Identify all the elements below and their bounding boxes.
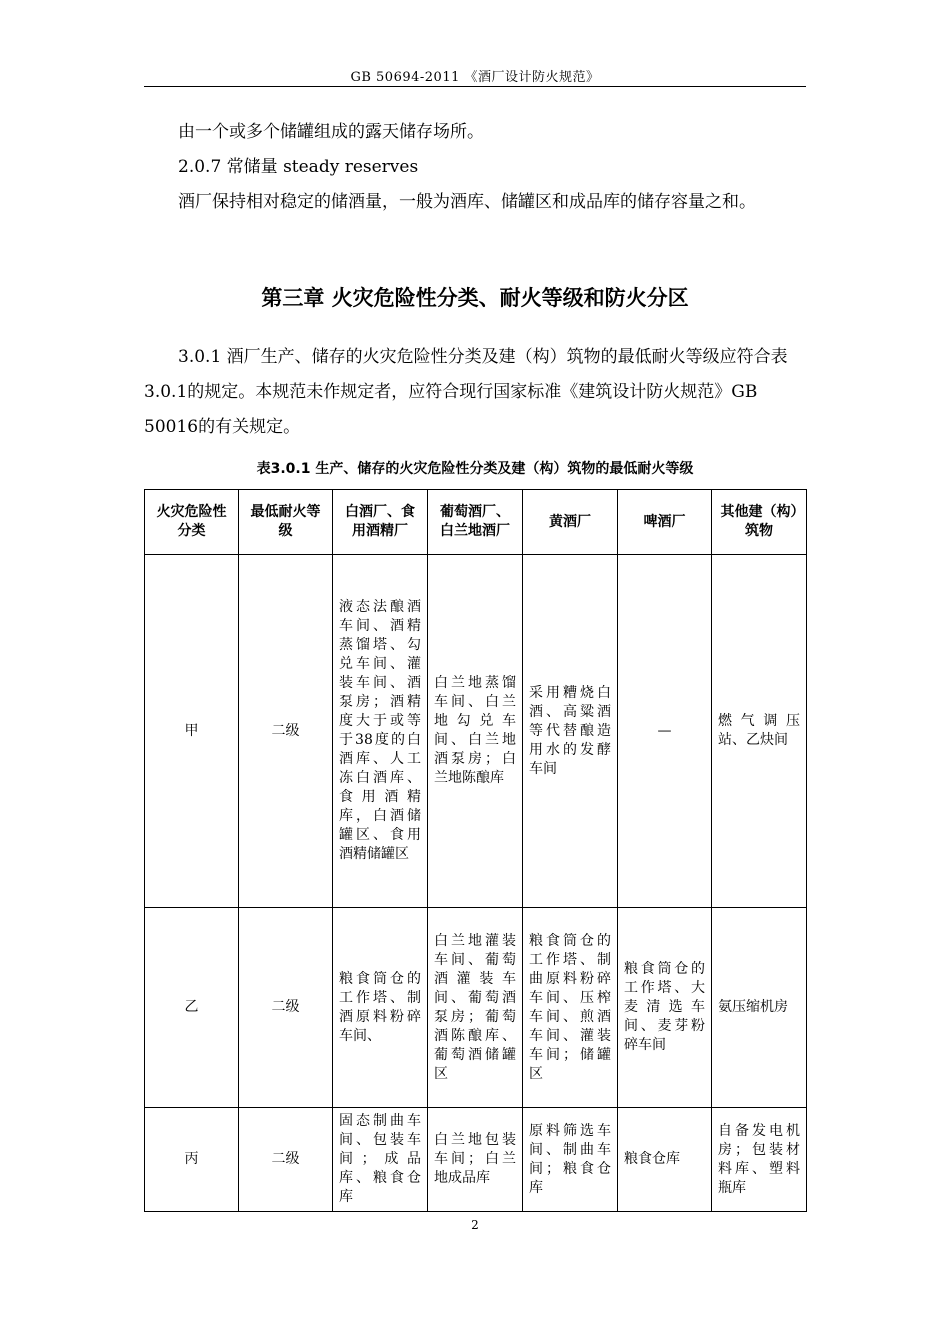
table-row xyxy=(145,555,807,908)
col-header-huangjiu: 黄酒厂 xyxy=(523,490,618,555)
col-header-hazard-class: 火灾危险性分类 xyxy=(145,490,239,555)
term-steady-reserves: 2.0.7 常储量 steady reserves xyxy=(178,157,419,177)
cell-huangjiu: 原料筛选车间、制曲车间；粮食仓库 xyxy=(523,1108,618,1212)
cell-baijiu: 固态制曲车间、包装车间；成品库、粮食仓库 xyxy=(333,1108,428,1212)
table-header-row xyxy=(145,490,807,555)
cell-beer: 粮食仓库 xyxy=(618,1108,712,1212)
cell-hazard-class: 甲 xyxy=(145,555,239,908)
cell-other-buildings: 氨压缩机房 xyxy=(712,908,807,1108)
cell-wine-brandy: 白兰地灌装车间、葡萄酒灌装车间、葡萄酒泵房；葡萄酒陈酿库、葡萄酒储罐区 xyxy=(428,908,523,1108)
header-rule xyxy=(144,86,806,87)
col-header-wine-brandy: 葡萄酒厂、白兰地酒厂 xyxy=(428,490,523,555)
cell-fire-rating: 二级 xyxy=(239,908,333,1108)
clause-3-0-1: 3.0.1 酒厂生产、储存的火灾危险性分类及建（构）筑物的最低耐火等级应符合表3.0.1的规定。本规范未作规定者，应符合现行国家标准《建筑设计防火规范》GB 50016的有关规定。 xyxy=(144,347,788,437)
cell-huangjiu: 采用糟烧白酒、高粱酒等代替酿造用水的发酵车间 xyxy=(523,555,618,908)
running-header: GB 50694-2011 《酒厂设计防火规范》 xyxy=(350,70,600,85)
cell-fire-rating: 二级 xyxy=(239,555,333,908)
cell-other-buildings: 自备发电机房；包装材料库、塑料瓶库 xyxy=(712,1108,807,1212)
cell-fire-rating: 二级 xyxy=(239,1108,333,1212)
table-row xyxy=(145,908,807,1108)
col-header-beer: 啤酒厂 xyxy=(618,490,712,555)
table-row xyxy=(145,1108,807,1212)
cell-baijiu: 液态法酿酒车间、酒精蒸馏塔、勾兑车间、灌装车间、酒泵房；酒精度大于或等于38度的白酒库、人工冻白酒库、食用酒精库，白酒储罐区、食用酒精储罐区 xyxy=(333,555,428,908)
cell-wine-brandy: 白兰地蒸馏车间、白兰地勾兑车间、白兰地酒泵房；白兰地陈酿库 xyxy=(428,555,523,908)
table-caption: 表3.0.1 生产、储存的火灾危险性分类及建（构）筑物的最低耐火等级 xyxy=(256,461,694,477)
cell-baijiu: 粮食筒仓的工作塔、制酒原料粉碎车间、 xyxy=(333,908,428,1108)
paragraph-steady-reserves-definition: 酒厂保持相对稳定的储酒量，一般为酒库、储罐区和成品库的储存容量之和。 xyxy=(178,192,756,212)
page-number: 2 xyxy=(471,1218,479,1232)
col-header-fire-rating: 最低耐火等级 xyxy=(239,490,333,555)
cell-huangjiu: 粮食筒仓的工作塔、制曲原料粉碎车间、压榨车间、煎酒车间、灌装车间；储罐区 xyxy=(523,908,618,1108)
cell-hazard-class: 丙 xyxy=(145,1108,239,1212)
cell-beer: 粮食筒仓的工作塔、大麦清选车间、麦芽粉碎车间 xyxy=(618,908,712,1108)
fire-hazard-classification-table xyxy=(144,489,807,1212)
cell-hazard-class: 乙 xyxy=(145,908,239,1108)
col-header-other-buildings: 其他建（构）筑物 xyxy=(712,490,807,555)
cell-beer: — xyxy=(618,555,712,908)
chapter-title: 第三章 火灾危险性分类、耐火等级和防火分区 xyxy=(261,286,689,310)
cell-other-buildings: 燃气调压站、乙炔间 xyxy=(712,555,807,908)
paragraph-storage-definition: 由一个或多个储罐组成的露天储存场所。 xyxy=(178,122,484,142)
cell-wine-brandy: 白兰地包装车间；白兰地成品库 xyxy=(428,1108,523,1212)
col-header-baijiu: 白酒厂、食用酒精厂 xyxy=(333,490,428,555)
